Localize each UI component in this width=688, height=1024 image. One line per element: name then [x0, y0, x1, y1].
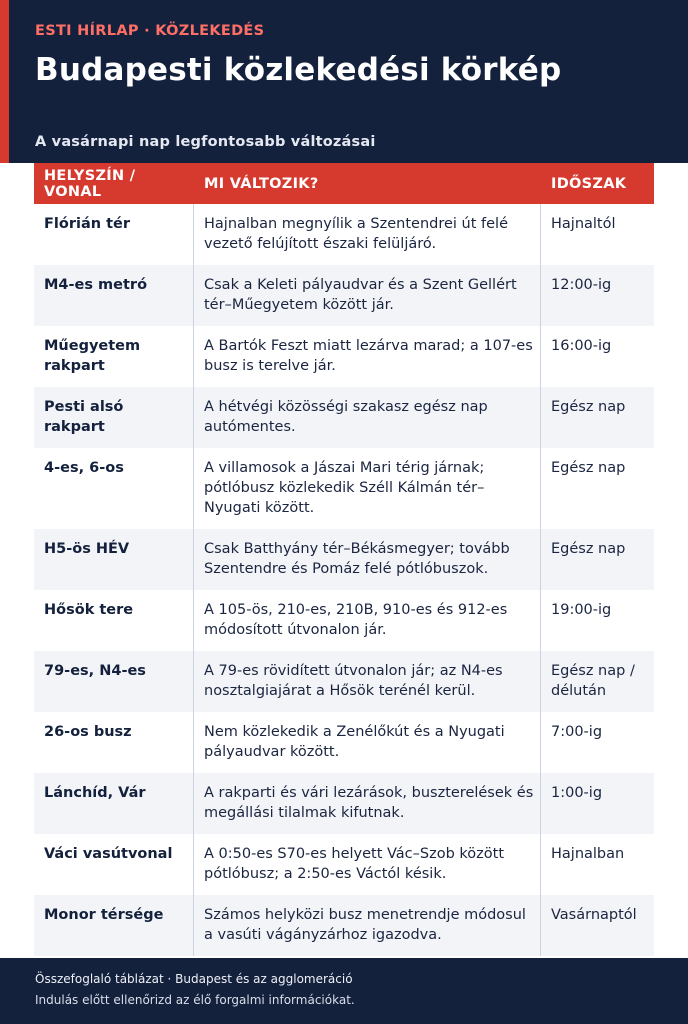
- table-row: [34, 204, 654, 265]
- section-kicker: ESTI HÍRLAP · KÖZLEKEDÉS: [35, 23, 265, 39]
- row-period: Egész nap: [551, 541, 626, 557]
- row-period: Egész nap / délután: [551, 663, 635, 699]
- row-place: Váci vasútvonal: [34, 834, 194, 895]
- changes-table: [34, 163, 654, 956]
- accent-bar: [0, 0, 9, 163]
- row-change: Számos helyközi busz menetrendje módosul a vasúti vágányzárhoz igazodva.: [194, 895, 541, 956]
- row-period: 16:00-ig: [551, 338, 612, 354]
- row-change: A rakparti és vári lezárások, buszterelések és megállási tilalmak kifutnak.: [194, 773, 541, 834]
- header: [0, 0, 688, 163]
- row-place: H5-ös HÉV: [34, 529, 194, 590]
- row-place: Műegyetem rakpart: [34, 326, 194, 387]
- row-period: 19:00-ig: [551, 602, 612, 618]
- table-row: [34, 773, 654, 834]
- row-place: Flórián tér: [34, 204, 194, 265]
- footer-summary: Összefoglaló táblázat · Budapest és az agglomeráció: [35, 972, 353, 986]
- table-row: [34, 265, 654, 326]
- page-subtitle: A vasárnapi nap legfontosabb változásai: [35, 134, 376, 150]
- row-change: A 79-es rövidített útvonalon jár; az N4-es nosztalgiajárat a Hősök terénél kerül.: [194, 651, 541, 712]
- row-place: 79-es, N4-es: [34, 651, 194, 712]
- row-period: Hajnaltól: [551, 216, 616, 232]
- table-row: [34, 590, 654, 651]
- row-place: Pesti alsó rakpart: [34, 387, 194, 448]
- row-period: 1:00-ig: [551, 785, 603, 801]
- row-change: Nem közlekedik a Zenélőkút és a Nyugati pályaudvar között.: [194, 712, 541, 773]
- column-header-place: HELYSZÍN / VONAL: [44, 167, 136, 200]
- table-row: [34, 529, 654, 590]
- row-period: Egész nap: [551, 460, 626, 476]
- row-place: 4-es, 6-os: [34, 448, 194, 529]
- table-row: [34, 895, 654, 956]
- column-header-period: IDŐSZAK: [551, 175, 627, 192]
- row-period: Vasárnaptól: [551, 907, 637, 923]
- footer: [0, 958, 688, 1024]
- table-row: [34, 448, 654, 529]
- row-change: Csak Batthyány tér–Békásmegyer; tovább Szentendre és Pomáz felé pótlóbuszok.: [194, 529, 541, 590]
- row-change: A Bartók Feszt miatt lezárva marad; a 107-es busz is terelve jár.: [194, 326, 541, 387]
- table-row: [34, 712, 654, 773]
- row-change: A 105-ös, 210-es, 210B, 910-es és 912-es módosított útvonalon jár.: [194, 590, 541, 651]
- footer-note: Indulás előtt ellenőrizd az élő forgalmi információkat.: [35, 993, 355, 1007]
- table-row: [34, 326, 654, 387]
- row-place: 26-os busz: [34, 712, 194, 773]
- row-change: A hétvégi közösségi szakasz egész nap autómentes.: [194, 387, 541, 448]
- row-place: Hősök tere: [34, 590, 194, 651]
- row-place: M4-es metró: [34, 265, 194, 326]
- table-row: [34, 387, 654, 448]
- page-title: Budapesti közlekedési körkép: [35, 52, 562, 88]
- table-row: [34, 651, 654, 712]
- row-period: Hajnalban: [551, 846, 625, 862]
- row-period: Egész nap: [551, 399, 626, 415]
- row-change: Csak a Keleti pályaudvar és a Szent Gellért tér–Műegyetem között jár.: [194, 265, 541, 326]
- row-period: 12:00-ig: [551, 277, 612, 293]
- row-place: Lánchíd, Vár: [34, 773, 194, 834]
- table-header: [34, 163, 654, 204]
- table-body: [34, 204, 654, 956]
- row-change: A villamosok a Jászai Mari térig járnak; pótlóbusz közlekedik Széll Kálmán tér–Nyugati között.: [194, 448, 541, 529]
- column-header-change: MI VÁLTOZIK?: [204, 175, 319, 192]
- row-change: Hajnalban megnyílik a Szentendrei út felé vezető felújított északi felüljáró.: [194, 204, 541, 265]
- row-place: Monor térsége: [34, 895, 194, 956]
- row-change: A 0:50-es S70-es helyett Vác–Szob között pótlóbusz; a 2:50-es Váctól késik.: [194, 834, 541, 895]
- row-period: 7:00-ig: [551, 724, 603, 740]
- table-row: [34, 834, 654, 895]
